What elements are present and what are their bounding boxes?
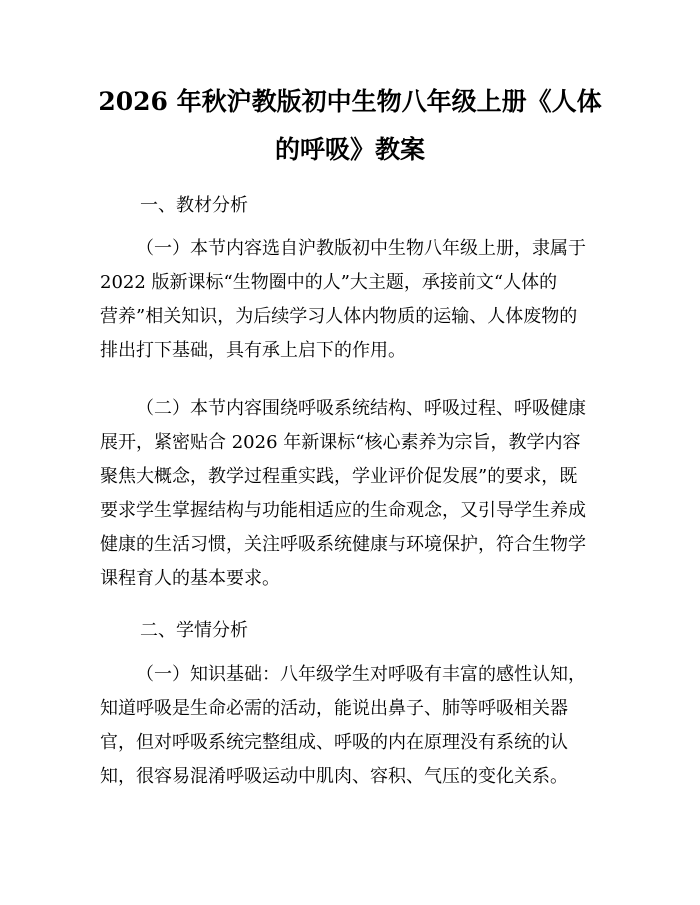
paragraph-learner-analysis-1 [100,658,600,794]
paragraph-textbook-analysis-2 [100,392,600,596]
paragraph-line: 知道呼吸是生命必需的活动，能说出鼻子、肺等呼吸相关器 [100,698,568,719]
paragraph-line: （一）知识基础：八年级学生对呼吸有丰富的感性认知， [136,664,586,685]
paragraph-line: 官，但对呼吸系统完整组成、呼吸的内在原理没有系统的认 [100,732,568,753]
section-heading-learner-analysis: 二、学情分析 [140,620,248,641]
paragraph-line: 展开，紧密贴合 2026 年新课标“核心素养为宗旨，教学内容 [100,432,581,453]
paragraph-line: 要求学生掌握结构与功能相适应的生命观念，又引导学生养成 [100,500,586,521]
paragraph-line: （一）本节内容选自沪教版初中生物八年级上册，隶属于 [136,238,586,259]
paragraph-line: 知，很容易混淆呼吸运动中肌肉、容积、气压的变化关系。 [100,766,568,787]
document-title-line-2: 的呼吸》教案 [274,135,425,164]
paragraph-line: 排出打下基础，具有承上启下的作用。 [100,340,406,361]
paragraph-line: （二）本节内容围绕呼吸系统结构、呼吸过程、呼吸健康 [136,398,586,419]
document-title-line-1: 2026 年秋沪教版初中生物八年级上册《人体 [98,87,602,116]
paragraph-line: 课程育人的基本要求。 [100,568,280,589]
section-heading-textbook-analysis: 一、教材分析 [140,195,248,216]
paragraph-line: 健康的生活习惯，关注呼吸系统健康与环境保护，符合生物学 [100,534,586,555]
paragraph-line: 聚焦大概念，教学过程重实践，学业评价促发展”的要求，既 [100,466,578,487]
paragraph-line: 2022 版新课标“生物圈中的人”大主题，承接前文“人体的 [100,272,558,293]
paragraph-line: 营养”相关知识，为后续学习人体内物质的运输、人体废物的 [100,306,578,327]
paragraph-textbook-analysis-1 [100,232,600,368]
